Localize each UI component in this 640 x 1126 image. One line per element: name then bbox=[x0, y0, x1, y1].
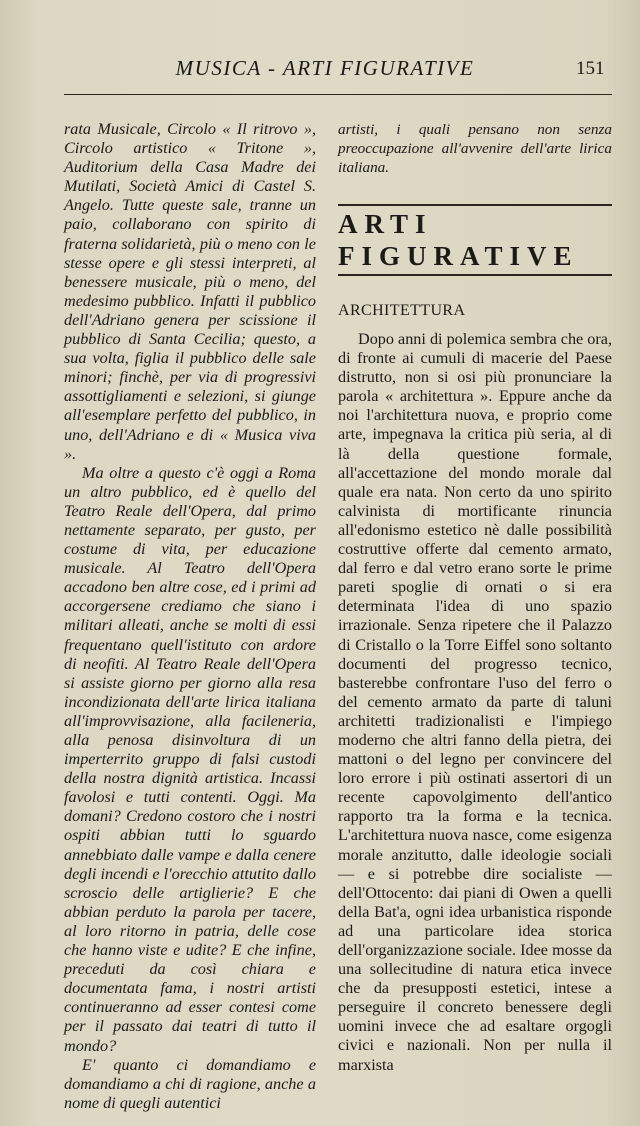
left-column bbox=[64, 120, 316, 1113]
left-paragraph-2: Ma oltre a questo c'è oggi a Roma un altro pubblico, ed è quello del Teatro Reale dell'Opera, dal primo nettamente separato, per gusto, per costume di vita, per educazione musicale. Al Teatro dell'Opera accadono ben altre cose, ed i primi ad accorgersene crediamo che siano i militari alleati, anche se molti di essi frequentano quell'istituto con ardore di neofiti. Al Teatro Reale dell'Opera si assiste giorno per giorno alla resa incondizionata dell'arte lirica italiana all'improvvisazione, alla facileneria, alla penosa disinvoltura di un imperterrito gruppo di falsi custodi della nostra dignità artistica. Incassi favolosi e tutti contenti. Oggi. Ma domani? Credono costoro che i nostri ospiti abbian tutti lo sguardo annebbiato dalle vampe e dalla cenere degli incendi e l'orecchio attutito dallo scroscio delle artiglierie? E che abbian perduto la parola per tacere, al loro ritorno in patria, delle cose che hanno viste e udite? E che infine, preceduti da così chiara e documentata fama, i nostri artisti continueranno ad esser contesi come per il passato dai teatri di tutto il mondo? bbox=[64, 463, 316, 1055]
header-rule bbox=[64, 94, 612, 95]
section-title: ARTI FIGURATIVE bbox=[338, 209, 579, 271]
running-header bbox=[0, 56, 640, 86]
left-paragraph-3: E' quanto ci domandiamo e domandiamo a chi di ragione, anche a nome di quegli autentici bbox=[64, 1055, 316, 1112]
section-rule-bottom bbox=[338, 274, 612, 276]
page-number: 151 bbox=[576, 58, 605, 79]
section-rule-top bbox=[338, 204, 612, 206]
left-paragraph-1: rata Musicale, Circolo « Il ritrovo », Circolo artistico « Tritone », Auditorium della Casa Madre dei Mutilati, Società Amici di Castel S. Angelo. Tutte queste sale, tranne un paio, collaborano con spirito di fraterna solidarietà, più o meno con le stesse opere e gli stessi interpreti, al benessere musicale, più o meno, del medesimo pubblico. Infatti il pubblico dell'Adriano genera per scissione il pubblico di Santa Cecilia; questo, a sua volta, figlia il pubblico delle sale minori; finchè, per via di progressivi assottigliamenti e selezioni, si giunge all'esemplare perfetto del pubblico, in uno, dell'Adriano e di « Musica viva ». bbox=[64, 120, 316, 463]
architettura-paragraph: Dopo anni di polemica sembra che ora, di fronte ai cumuli di macerie del Paese distrutto, non si osi più pronunciare la parola « architettura ». Eppure anche da noi l'architettura nuova, e proprio come arte, impegnava la critica più seria, al di là della questione formale, all'accettazione del mondo morale dal quale era nata. Non certo da uno spirito calvinista di mortificante rinuncia all'edonismo estetico nè dalle possibilità costruttive offerte dal cemento armato, dal ferro e dal vetro erano sorte le prime pareti spoglie di ornati o si era determinata l'idea di uno spazio irrazionale. Senza ripetere che il Palazzo di Cristallo o la Torre Eiffel sono soltanto documenti del progresso tecnico, basterebbe confrontare l'uso del ferro o del cemento armato da parte di taluni architetti tradizionalisti e l'impiego moderno che altri fanno della pietra, dei mattoni o del legno per convincere del loro errore i più ostinati assertori di un recente capovolgimento dell'antico rapporto tra la forma e la tecnica. L'architettura nuova nasce, come esigenza morale anzitutto, dalle ideologie sociali — e si potrebbe dire socialiste — dell'Ottocento: dai piani di Owen a quelli della Bat'a, ogni idea urbanistica risponde ad una particolare idea storica dell'organizzazione sociale. Idee mosse da una sollecitudine di natura etica invece che da presupposti estetici, intese a perseguire il concreto benessere degli uomini invece che ad esaltare orgogli civici e nazionali. Non per nulla il marxista bbox=[338, 330, 612, 1074]
right-column-body bbox=[338, 330, 612, 1075]
running-title: MUSICA - ARTI FIGURATIVE bbox=[175, 56, 475, 80]
subheading-architettura: ARCHITETTURA bbox=[338, 302, 466, 319]
right-column-continuation: artisti, i quali pensano non senza preoccupazione all'avvenire dell'arte lirica italiana. bbox=[338, 121, 612, 176]
